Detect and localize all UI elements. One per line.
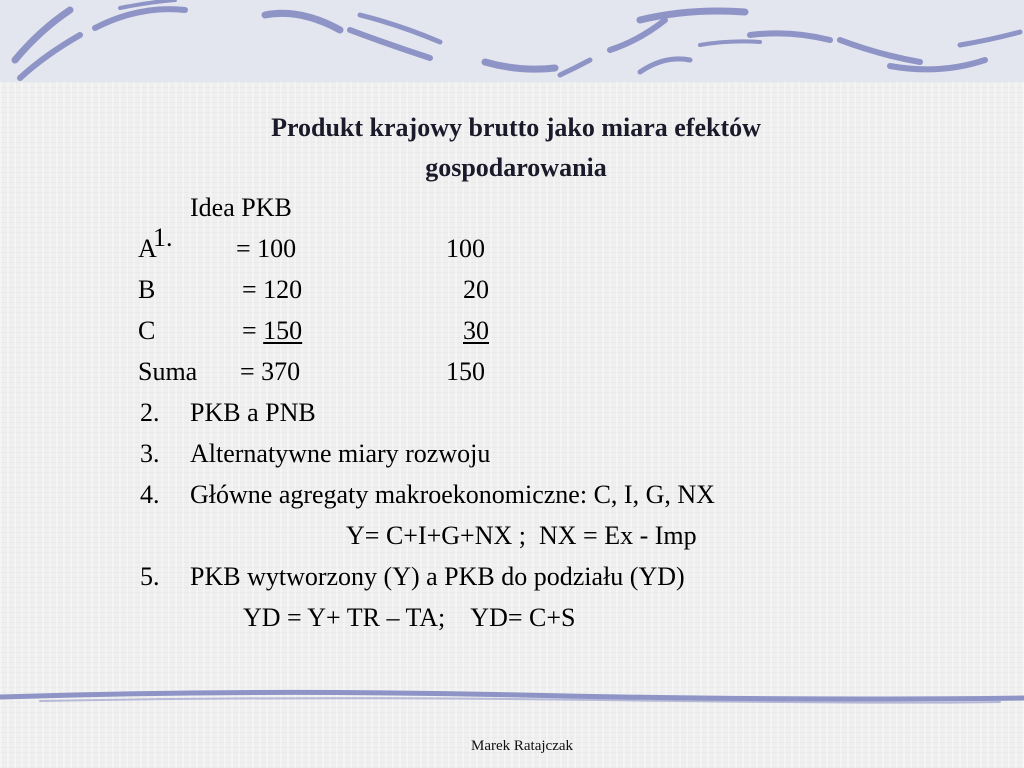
decorative-bottom-rule	[0, 684, 1024, 710]
table-row-label: B	[138, 275, 156, 304]
brush-strokes-decoration	[0, 0, 1024, 82]
slide-title	[0, 108, 1024, 188]
list-item-2-text: PKB a PNB	[190, 398, 316, 427]
list-item-3-text: Alternatywne miary rozwoju	[190, 439, 491, 468]
brush-line-decoration	[0, 684, 1024, 710]
list-number: 3.	[140, 439, 160, 468]
table-row-val: 20	[463, 275, 489, 304]
list-item-4-text: Główne agregaty makroekonomiczne: C, I, G, NX	[190, 480, 715, 509]
formula-aggregates: Y= C+I+G+NX ; NX = Ex - Imp	[346, 521, 697, 550]
table-row-eq: = 370	[240, 357, 301, 386]
table-row-val: 30	[463, 316, 489, 345]
list-number: 1.	[153, 223, 173, 252]
table-row-eq: = 120	[242, 275, 303, 304]
list-item-1-text: Idea PKB	[190, 193, 292, 222]
title-line-1: Produkt krajowy brutto jako miara efektów	[271, 113, 761, 142]
table-row-label: C	[138, 316, 156, 345]
list-number: 4.	[140, 480, 160, 509]
list-number: 2.	[140, 398, 160, 427]
decorative-header-band	[0, 0, 1024, 82]
footer-author: Marek Ratajczak	[470, 738, 574, 754]
underlined-value: 150	[263, 316, 303, 345]
list-number: 5.	[140, 562, 160, 591]
list-item-5-text: PKB wytworzony (Y) a PKB do podziału (YD)	[190, 562, 685, 591]
table-row-val: 100	[446, 234, 485, 263]
table-row-val: 150	[446, 357, 485, 386]
title-line-2: gospodarowania	[425, 153, 607, 182]
table-row-label: A	[138, 234, 157, 263]
formula-disposable-income: YD = Y+ TR – TA; YD= C+S	[243, 603, 576, 632]
table-row-eq: = 100	[236, 234, 297, 263]
table-row-label: Suma	[138, 357, 198, 386]
table-row-eq: = 150	[242, 316, 303, 345]
